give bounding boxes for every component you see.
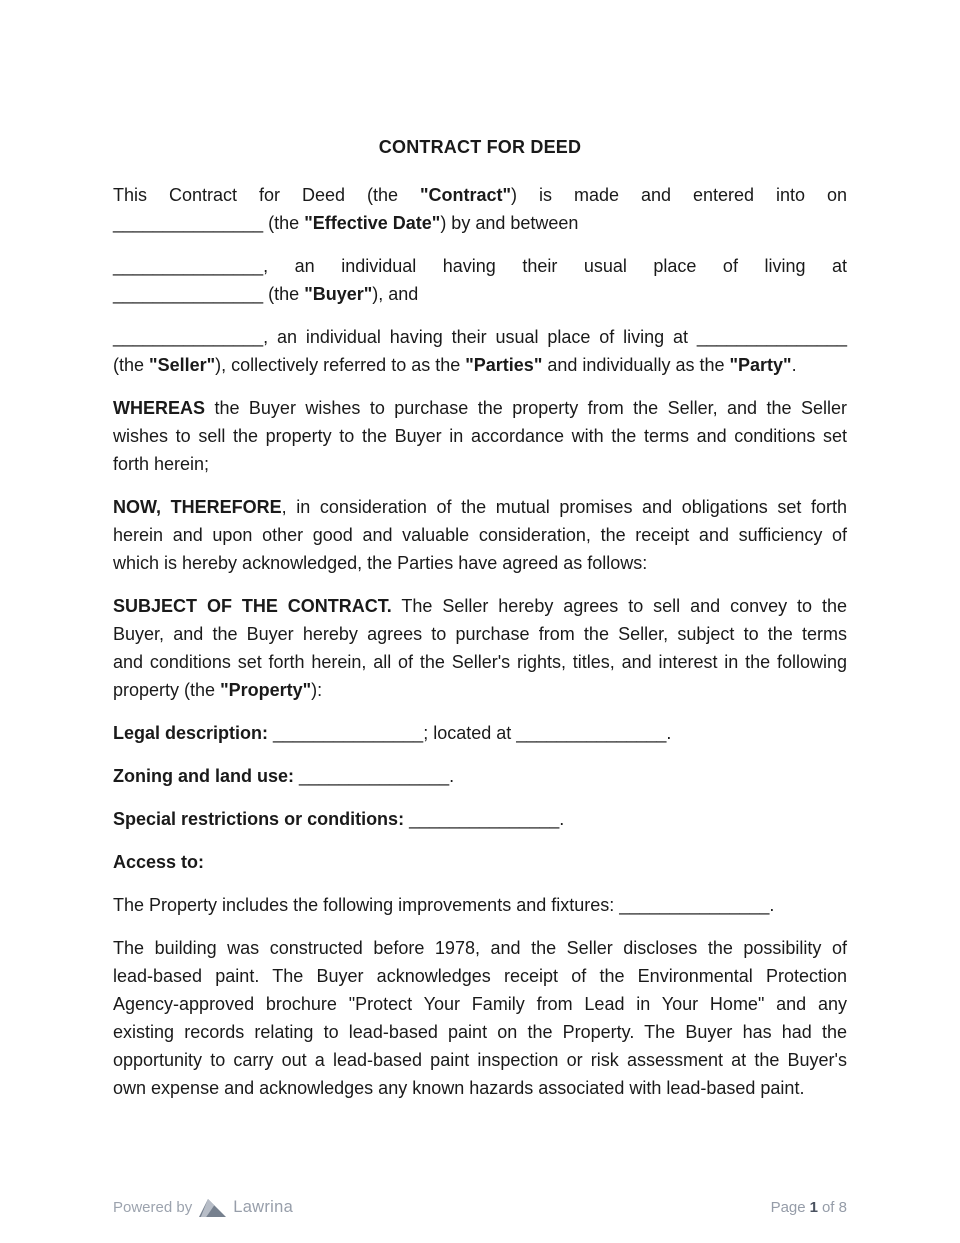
brand-name: Lawrina [233, 1197, 294, 1216]
text-run: ): [311, 680, 323, 700]
text-line [113, 592, 847, 620]
text-run: property (the [113, 680, 221, 700]
text-run: and individually as the [542, 355, 730, 375]
text-run: , in consideration of the mutual promises and obligations set forth [281, 497, 847, 517]
text-run: which is hereby acknowledged, the Parties have agreed as follows: [113, 553, 648, 573]
text-line [113, 620, 847, 648]
text-run: _______________, an individual having their usual place of living at [113, 256, 847, 276]
text-line [113, 209, 847, 237]
bold-text-run: "Party" [729, 355, 792, 375]
text-run: _______________. [294, 766, 455, 786]
text-run: (the [113, 355, 150, 375]
paragraph [113, 762, 847, 790]
page-indicator [771, 1199, 847, 1216]
text-run: _______________ (the [113, 284, 305, 304]
bold-text-run: "Parties" [465, 355, 543, 375]
document-content [113, 133, 847, 1117]
bold-text-run: Legal description: [113, 723, 269, 743]
paragraph [113, 719, 847, 747]
text-line [113, 422, 847, 450]
paragraph [113, 934, 847, 1102]
paragraph [113, 252, 847, 308]
text-run: Buyer, and the Buyer hereby agrees to purchase from the Seller, subject to the terms [113, 624, 847, 644]
text-line [113, 962, 847, 990]
text-line [113, 181, 847, 209]
text-line [113, 280, 847, 308]
text-run: This Contract for Deed (the [113, 185, 420, 205]
text-run: the Buyer wishes to purchase the property from the Seller, and the Seller [205, 398, 847, 418]
text-line [113, 521, 847, 549]
text-run: lead-based paint. The Buyer acknowledges receipt of the Environmental Protection [113, 966, 847, 986]
bold-text-run: WHEREAS [113, 398, 206, 418]
text-line [113, 1046, 847, 1074]
bold-text-run: NOW, THEREFORE [113, 497, 282, 517]
text-run: The Seller hereby agrees to sell and convey to the [391, 596, 847, 616]
bold-text-run: "Buyer" [304, 284, 373, 304]
document-body [113, 181, 847, 1102]
text-run: ) by and between [440, 213, 579, 233]
page-footer [113, 1194, 847, 1220]
text-run: existing records relating to lead-based paint on the Property. The Buyer has had the [113, 1022, 847, 1042]
text-line [113, 934, 847, 962]
text-line [113, 805, 847, 833]
paragraph [113, 493, 847, 577]
text-run: Agency-approved brochure "Protect Your Family from Lead in Your Home" and any [113, 994, 847, 1014]
text-line [113, 252, 847, 280]
bold-text-run: "Contract" [419, 185, 512, 205]
text-line [113, 719, 847, 747]
paragraph [113, 394, 847, 478]
page-label: Page [770, 1198, 806, 1216]
text-line [113, 493, 847, 521]
text-line [113, 450, 847, 478]
powered-by-label: Powered by [113, 1198, 193, 1216]
text-line [113, 676, 847, 704]
paragraph [113, 891, 847, 919]
lawrina-logo-icon [199, 1198, 226, 1217]
bold-text-run: "Effective Date" [304, 213, 441, 233]
document-title: CONTRACT FOR DEED [378, 137, 582, 157]
text-run: _______________ (the [113, 213, 305, 233]
text-run: ), collectively referred to as the [215, 355, 466, 375]
text-run: _______________, an individual having their usual place of living at _______________ [113, 327, 847, 347]
text-line [113, 848, 847, 876]
bold-text-run: Special restrictions or conditions: [113, 809, 405, 829]
bold-text-run: Zoning and land use: [113, 766, 294, 786]
bold-text-run: SUBJECT OF THE CONTRACT. [113, 596, 392, 616]
text-run: wishes to sell the property to the Buyer in accordance with the terms and conditions set [113, 426, 847, 446]
text-line [113, 990, 847, 1018]
text-line [113, 1018, 847, 1046]
paragraph [113, 181, 847, 237]
text-run: The Property includes the following improvements and fixtures: _______________. [113, 895, 775, 915]
text-line [113, 891, 847, 919]
text-run: herein and upon other good and valuable consideration, the receipt and sufficiency of [113, 525, 847, 545]
paragraph [113, 848, 847, 876]
paragraph [113, 805, 847, 833]
text-line [113, 394, 847, 422]
text-run: forth herein; [113, 454, 210, 474]
text-run: The building was constructed before 1978, and the Seller discloses the possibility of [113, 938, 847, 958]
text-run: opportunity to carry out a lead-based paint inspection or risk assessment at the Buyer's [113, 1050, 847, 1070]
text-line [113, 648, 847, 676]
powered-by-group[interactable] [113, 1198, 293, 1217]
paragraph [113, 592, 847, 704]
text-run: ), and [372, 284, 419, 304]
text-run: own expense and acknowledges any known hazards associated with lead-based paint. [113, 1078, 805, 1098]
text-run: _______________. [404, 809, 565, 829]
text-line [113, 549, 847, 577]
page-total: of 8 [821, 1198, 847, 1216]
text-line [113, 762, 847, 790]
text-line [113, 1074, 847, 1102]
text-run: ) is made and entered into on [511, 185, 848, 205]
page-number: 1 [809, 1198, 818, 1216]
text-line [113, 323, 847, 351]
text-run: . [791, 355, 797, 375]
text-run: _______________; located at _______________. [268, 723, 672, 743]
text-line [113, 351, 847, 379]
text-run: and conditions set forth herein, all of the Seller's rights, titles, and interest in the following [113, 652, 847, 672]
paragraph [113, 323, 847, 379]
bold-text-run: Access to: [113, 852, 205, 872]
bold-text-run: "Property" [220, 680, 312, 700]
bold-text-run: "Seller" [149, 355, 216, 375]
